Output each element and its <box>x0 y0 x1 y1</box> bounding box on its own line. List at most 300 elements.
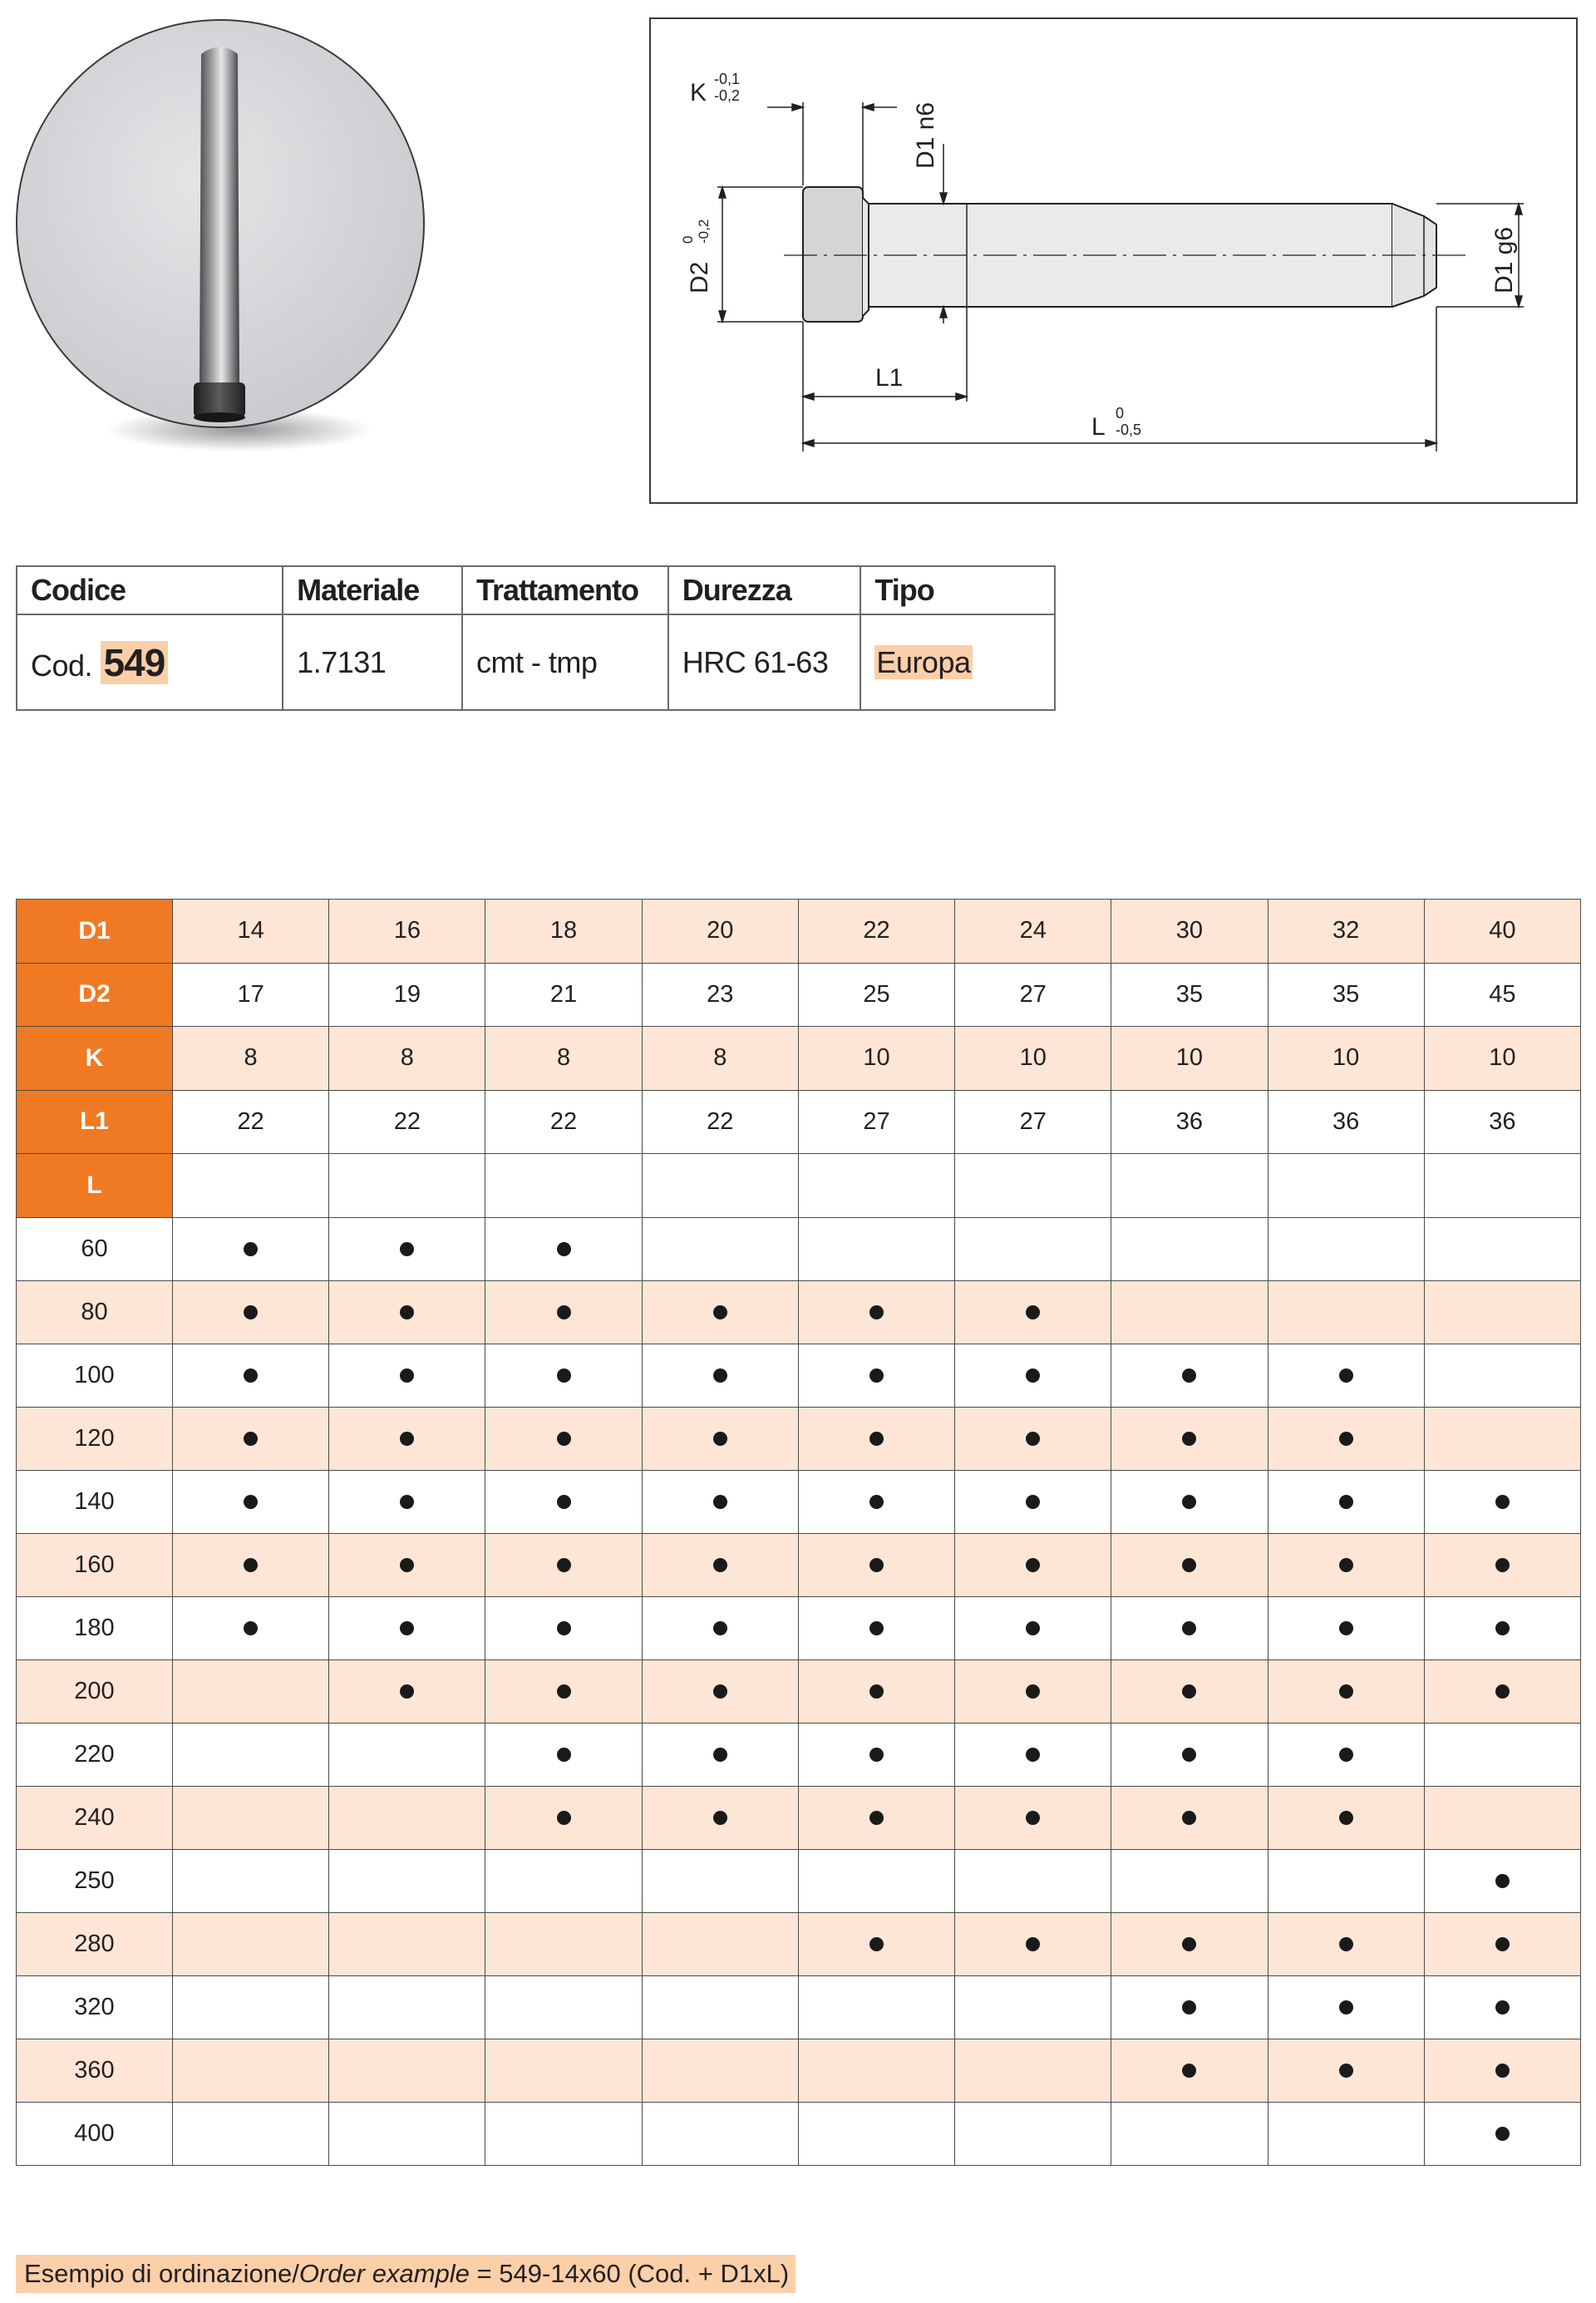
product-photo <box>15 17 426 482</box>
availability-cell <box>642 1975 798 2039</box>
available-dot-icon <box>244 1368 258 1383</box>
dim-empty-cell <box>173 1154 329 1218</box>
availability-cell <box>329 1217 485 1280</box>
spec-header-durezza: Durezza <box>668 566 861 614</box>
dim-value-l1: 22 <box>173 1090 329 1154</box>
available-dot-icon <box>1339 2064 1353 2078</box>
length-row <box>17 1470 1581 1533</box>
availability-cell <box>955 1344 1111 1407</box>
available-dot-icon <box>1339 1811 1353 1825</box>
availability-cell <box>1424 2039 1580 2102</box>
availability-cell <box>955 1533 1111 1596</box>
availability-cell <box>642 1849 798 1912</box>
availability-cell <box>1268 1217 1424 1280</box>
available-dot-icon <box>1339 1558 1353 1572</box>
dim-value-d2: 23 <box>642 963 798 1027</box>
dim-value-d1: 20 <box>642 900 798 964</box>
availability-cell <box>642 1659 798 1723</box>
availability-cell <box>798 1723 954 1786</box>
availability-cell <box>173 1533 329 1596</box>
availability-cell <box>798 1975 954 2039</box>
length-value: 80 <box>17 1280 173 1344</box>
availability-cell <box>798 1344 954 1407</box>
available-dot-icon <box>869 1558 884 1572</box>
available-dot-icon <box>869 1684 884 1699</box>
available-dot-icon <box>1026 1684 1040 1699</box>
availability-cell <box>798 1849 954 1912</box>
length-value: 240 <box>17 1786 173 1849</box>
availability-cell <box>955 1912 1111 1975</box>
dim-value-l1: 36 <box>1268 1090 1424 1154</box>
availability-cell <box>485 1596 642 1659</box>
availability-cell <box>173 1596 329 1659</box>
spec-header-row <box>17 566 1055 614</box>
availability-cell <box>329 1407 485 1470</box>
spec-header-trattamento: Trattamento <box>462 566 668 614</box>
available-dot-icon <box>1339 1368 1353 1383</box>
available-dot-icon <box>869 1368 884 1383</box>
dim-value-l1: 27 <box>798 1090 954 1154</box>
availability-cell <box>798 1407 954 1470</box>
dim-value-d2: 35 <box>1111 963 1268 1027</box>
availability-cell <box>642 1533 798 1596</box>
availability-cell <box>955 1470 1111 1533</box>
availability-cell <box>798 1280 954 1344</box>
availability-cell <box>329 1975 485 2039</box>
available-dot-icon <box>869 1621 884 1635</box>
length-value: 320 <box>17 1975 173 2039</box>
dim-empty-cell <box>955 1154 1111 1218</box>
availability-cell <box>329 2102 485 2165</box>
availability-cell <box>798 1596 954 1659</box>
available-dot-icon <box>1182 1495 1196 1509</box>
availability-cell <box>329 2039 485 2102</box>
availability-cell <box>485 1912 642 1975</box>
dim-value-l1: 22 <box>485 1090 642 1154</box>
available-dot-icon <box>557 1242 571 1256</box>
dim-value-d2: 19 <box>329 963 485 1027</box>
availability-cell <box>1111 2039 1268 2102</box>
length-row <box>17 1596 1581 1659</box>
available-dot-icon <box>1495 1558 1510 1572</box>
availability-cell <box>1111 1659 1268 1723</box>
dim-row-l-header <box>17 1154 1581 1218</box>
available-dot-icon <box>713 1684 727 1699</box>
available-dot-icon <box>557 1684 571 1699</box>
length-row <box>17 1786 1581 1849</box>
availability-cell <box>1424 1533 1580 1596</box>
available-dot-icon <box>557 1432 571 1446</box>
available-dot-icon <box>1495 1684 1510 1699</box>
availability-cell <box>955 1723 1111 1786</box>
length-row <box>17 1533 1581 1596</box>
availability-cell <box>1424 1596 1580 1659</box>
availability-cell <box>485 1786 642 1849</box>
availability-cell <box>1111 1912 1268 1975</box>
availability-cell <box>485 1849 642 1912</box>
availability-cell <box>955 1407 1111 1470</box>
spec-header-codice: Codice <box>17 566 283 614</box>
availability-cell <box>329 1786 485 1849</box>
availability-cell <box>1111 1280 1268 1344</box>
dim-label-l: L <box>17 1154 173 1218</box>
availability-cell <box>1111 1470 1268 1533</box>
available-dot-icon <box>1182 1432 1196 1446</box>
availability-cell <box>1268 1786 1424 1849</box>
availability-cell <box>955 1975 1111 2039</box>
availability-cell <box>642 1596 798 1659</box>
label-k: K <box>690 79 707 106</box>
availability-cell <box>1424 1280 1580 1344</box>
spec-code-cell <box>17 614 283 710</box>
dim-value-l1: 22 <box>329 1090 485 1154</box>
available-dot-icon <box>244 1621 258 1635</box>
availability-cell <box>1424 1217 1580 1280</box>
available-dot-icon <box>1026 1621 1040 1635</box>
dim-row-d1 <box>17 900 1581 964</box>
length-row <box>17 1912 1581 1975</box>
dim-value-d1: 24 <box>955 900 1111 964</box>
spec-header-tipo: Tipo <box>860 566 1055 614</box>
available-dot-icon <box>1026 1432 1040 1446</box>
label-d1-g6: D1 g6 <box>1490 226 1518 293</box>
dim-value-d1: 22 <box>798 900 954 964</box>
available-dot-icon <box>713 1748 727 1762</box>
available-dot-icon <box>1339 1621 1353 1635</box>
dim-value-d1: 30 <box>1111 900 1268 964</box>
spec-type-cell <box>860 614 1055 710</box>
spec-treatment: cmt - tmp <box>462 614 668 710</box>
available-dot-icon <box>1026 1748 1040 1762</box>
length-value: 160 <box>17 1533 173 1596</box>
dim-value-l1: 22 <box>642 1090 798 1154</box>
availability-cell <box>955 1659 1111 1723</box>
length-row <box>17 1344 1581 1407</box>
available-dot-icon <box>557 1748 571 1762</box>
availability-cell <box>1424 1470 1580 1533</box>
dim-value-d1: 40 <box>1424 900 1580 964</box>
dim-empty-cell <box>1268 1154 1424 1218</box>
availability-cell <box>329 1596 485 1659</box>
available-dot-icon <box>1182 2000 1196 2015</box>
dim-value-d2: 27 <box>955 963 1111 1027</box>
dim-value-k: 10 <box>1424 1027 1580 1091</box>
availability-cell <box>1424 2102 1580 2165</box>
available-dot-icon <box>400 1495 414 1509</box>
availability-cell <box>173 1470 329 1533</box>
dim-label-l1: L1 <box>17 1090 173 1154</box>
dim-value-k: 10 <box>798 1027 954 1091</box>
availability-cell <box>642 1344 798 1407</box>
available-dot-icon <box>713 1811 727 1825</box>
availability-cell <box>1268 1280 1424 1344</box>
availability-cell <box>485 1344 642 1407</box>
availability-cell <box>1111 1533 1268 1596</box>
available-dot-icon <box>1182 1811 1196 1825</box>
available-dot-icon <box>1182 1558 1196 1572</box>
available-dot-icon <box>1339 1937 1353 1951</box>
label-d2: D2 <box>686 261 713 293</box>
availability-cell <box>1424 1344 1580 1407</box>
available-dot-icon <box>1495 1495 1510 1509</box>
availability-cell <box>173 1975 329 2039</box>
availability-cell <box>1111 1344 1268 1407</box>
order-example-italic: Order example <box>298 2259 470 2288</box>
available-dot-icon <box>244 1495 258 1509</box>
available-dot-icon <box>713 1368 727 1383</box>
available-dot-icon <box>1026 1811 1040 1825</box>
availability-cell <box>955 1849 1111 1912</box>
dim-empty-cell <box>1424 1154 1580 1218</box>
dimension-table <box>16 899 1581 2166</box>
length-value: 360 <box>17 2039 173 2102</box>
availability-cell <box>1424 1849 1580 1912</box>
availability-cell <box>642 1217 798 1280</box>
availability-cell <box>1268 1912 1424 1975</box>
availability-cell <box>485 1407 642 1470</box>
dim-value-k: 10 <box>955 1027 1111 1091</box>
spec-hardness: HRC 61-63 <box>668 614 861 710</box>
available-dot-icon <box>557 1558 571 1572</box>
available-dot-icon <box>400 1242 414 1256</box>
available-dot-icon <box>713 1495 727 1509</box>
dim-value-d1: 14 <box>173 900 329 964</box>
dim-value-l1: 36 <box>1111 1090 1268 1154</box>
available-dot-icon <box>244 1242 258 1256</box>
availability-cell <box>173 2039 329 2102</box>
available-dot-icon <box>1182 1621 1196 1635</box>
availability-cell <box>798 1659 954 1723</box>
dim-empty-cell <box>642 1154 798 1218</box>
spec-table <box>16 565 1056 711</box>
availability-cell <box>642 1470 798 1533</box>
available-dot-icon <box>400 1621 414 1635</box>
availability-cell <box>1424 1659 1580 1723</box>
availability-cell <box>485 2039 642 2102</box>
available-dot-icon <box>1495 1937 1510 1951</box>
dim-value-l1: 27 <box>955 1090 1111 1154</box>
length-row <box>17 1217 1581 1280</box>
dim-value-d1: 16 <box>329 900 485 964</box>
availability-cell <box>1268 1470 1424 1533</box>
available-dot-icon <box>869 1748 884 1762</box>
available-dot-icon <box>1026 1368 1040 1383</box>
availability-cell <box>642 1912 798 1975</box>
available-dot-icon <box>1182 1937 1196 1951</box>
available-dot-icon <box>400 1305 414 1319</box>
availability-cell <box>329 1533 485 1596</box>
availability-cell <box>1424 1407 1580 1470</box>
availability-cell <box>173 1723 329 1786</box>
availability-cell <box>1268 1723 1424 1786</box>
availability-cell <box>642 1280 798 1344</box>
availability-cell <box>173 1912 329 1975</box>
label-k-tol-lower: -0,2 <box>714 87 741 104</box>
available-dot-icon <box>244 1305 258 1319</box>
dim-label-d2: D2 <box>17 963 173 1027</box>
dim-row-l1 <box>17 1090 1581 1154</box>
spec-type: Europa <box>876 644 971 679</box>
length-value: 100 <box>17 1344 173 1407</box>
dim-label-k: K <box>17 1027 173 1091</box>
availability-cell <box>642 1786 798 1849</box>
availability-cell <box>1424 1723 1580 1786</box>
label-k-tol-upper: -0,1 <box>714 71 741 87</box>
available-dot-icon <box>869 1495 884 1509</box>
availability-cell <box>1268 2039 1424 2102</box>
available-dot-icon <box>400 1432 414 1446</box>
available-dot-icon <box>1339 1495 1353 1509</box>
availability-cell <box>173 1659 329 1723</box>
availability-cell <box>955 2102 1111 2165</box>
available-dot-icon <box>1182 1684 1196 1699</box>
length-value: 200 <box>17 1659 173 1723</box>
order-example-prefix: Esempio di ordinazione/ <box>24 2259 299 2288</box>
available-dot-icon <box>400 1684 414 1699</box>
availability-cell <box>955 2039 1111 2102</box>
dim-value-d1: 32 <box>1268 900 1424 964</box>
dim-value-k: 8 <box>329 1027 485 1091</box>
length-value: 120 <box>17 1407 173 1470</box>
availability-cell <box>485 1280 642 1344</box>
dim-row-d2 <box>17 963 1581 1027</box>
available-dot-icon <box>869 1432 884 1446</box>
availability-cell <box>1111 1723 1268 1786</box>
available-dot-icon <box>1495 1874 1510 1888</box>
dim-value-k: 8 <box>642 1027 798 1091</box>
available-dot-icon <box>1026 1495 1040 1509</box>
length-value: 220 <box>17 1723 173 1786</box>
availability-cell <box>642 2102 798 2165</box>
availability-cell <box>329 1849 485 1912</box>
availability-cell <box>173 1344 329 1407</box>
availability-cell <box>798 2102 954 2165</box>
availability-cell <box>1268 1344 1424 1407</box>
availability-cell <box>485 1470 642 1533</box>
length-row <box>17 1849 1581 1912</box>
available-dot-icon <box>713 1558 727 1572</box>
available-dot-icon <box>1026 1937 1040 1951</box>
label-l1: L1 <box>875 364 904 392</box>
available-dot-icon <box>1026 1305 1040 1319</box>
availability-cell <box>485 1975 642 2039</box>
availability-cell <box>173 1407 329 1470</box>
availability-cell <box>1268 1659 1424 1723</box>
availability-cell <box>1268 2102 1424 2165</box>
technical-drawing <box>649 17 1578 504</box>
label-l: L <box>1091 413 1106 441</box>
availability-cell <box>798 1533 954 1596</box>
availability-cell <box>955 1786 1111 1849</box>
availability-cell <box>173 1849 329 1912</box>
availability-cell <box>1111 1217 1268 1280</box>
availability-cell <box>798 1912 954 1975</box>
availability-cell <box>798 1217 954 1280</box>
length-value: 60 <box>17 1217 173 1280</box>
availability-cell <box>485 1723 642 1786</box>
dim-value-k: 8 <box>173 1027 329 1091</box>
availability-cell <box>642 1723 798 1786</box>
length-row <box>17 2039 1581 2102</box>
availability-cell <box>1268 1849 1424 1912</box>
available-dot-icon <box>713 1621 727 1635</box>
spec-material: 1.7131 <box>283 614 462 710</box>
available-dot-icon <box>557 1305 571 1319</box>
code-number: 549 <box>101 641 169 684</box>
availability-cell <box>798 1470 954 1533</box>
dim-value-k: 8 <box>485 1027 642 1091</box>
availability-cell <box>1424 1975 1580 2039</box>
availability-cell <box>1111 1975 1268 2039</box>
availability-cell <box>642 2039 798 2102</box>
available-dot-icon <box>713 1305 727 1319</box>
dim-value-d2: 17 <box>173 963 329 1027</box>
availability-cell <box>1424 1786 1580 1849</box>
order-example <box>16 2255 796 2293</box>
available-dot-icon <box>1495 2127 1510 2141</box>
dim-value-d2: 35 <box>1268 963 1424 1027</box>
availability-cell <box>1111 1407 1268 1470</box>
availability-cell <box>642 1407 798 1470</box>
availability-cell <box>173 1786 329 1849</box>
availability-cell <box>1268 1975 1424 2039</box>
available-dot-icon <box>1026 1558 1040 1572</box>
availability-cell <box>329 1470 485 1533</box>
length-row <box>17 1407 1581 1470</box>
availability-cell <box>173 1280 329 1344</box>
availability-cell <box>1111 1596 1268 1659</box>
dim-value-d2: 25 <box>798 963 954 1027</box>
dim-empty-cell <box>485 1154 642 1218</box>
availability-cell <box>329 1723 485 1786</box>
available-dot-icon <box>1339 2000 1353 2015</box>
availability-cell <box>1111 2102 1268 2165</box>
length-value: 250 <box>17 1849 173 1912</box>
availability-cell <box>329 1344 485 1407</box>
dim-value-k: 10 <box>1268 1027 1424 1091</box>
available-dot-icon <box>1339 1684 1353 1699</box>
available-dot-icon <box>244 1432 258 1446</box>
available-dot-icon <box>1495 2000 1510 2015</box>
availability-cell <box>1268 1407 1424 1470</box>
label-l-tol-upper: 0 <box>1116 405 1125 422</box>
dim-row-k <box>17 1027 1581 1091</box>
availability-cell <box>1111 1786 1268 1849</box>
label-d1-n6: D1 n6 <box>912 101 939 169</box>
label-d2-tol-lower: -0,2 <box>696 219 712 244</box>
availability-cell <box>955 1596 1111 1659</box>
available-dot-icon <box>713 1432 727 1446</box>
availability-cell <box>329 1659 485 1723</box>
length-value: 400 <box>17 2102 173 2165</box>
available-dot-icon <box>1339 1748 1353 1762</box>
available-dot-icon <box>1495 1621 1510 1635</box>
dim-label-d1: D1 <box>17 900 173 964</box>
available-dot-icon <box>1182 1368 1196 1383</box>
length-value: 140 <box>17 1470 173 1533</box>
label-l-tol-lower: -0,5 <box>1116 422 1142 438</box>
dim-empty-cell <box>329 1154 485 1218</box>
available-dot-icon <box>557 1811 571 1825</box>
availability-cell <box>485 1217 642 1280</box>
length-value: 180 <box>17 1596 173 1659</box>
availability-cell <box>798 1786 954 1849</box>
length-row <box>17 1975 1581 2039</box>
availability-cell <box>173 1217 329 1280</box>
dim-value-d1: 18 <box>485 900 642 964</box>
available-dot-icon <box>1182 2064 1196 2078</box>
available-dot-icon <box>557 1368 571 1383</box>
